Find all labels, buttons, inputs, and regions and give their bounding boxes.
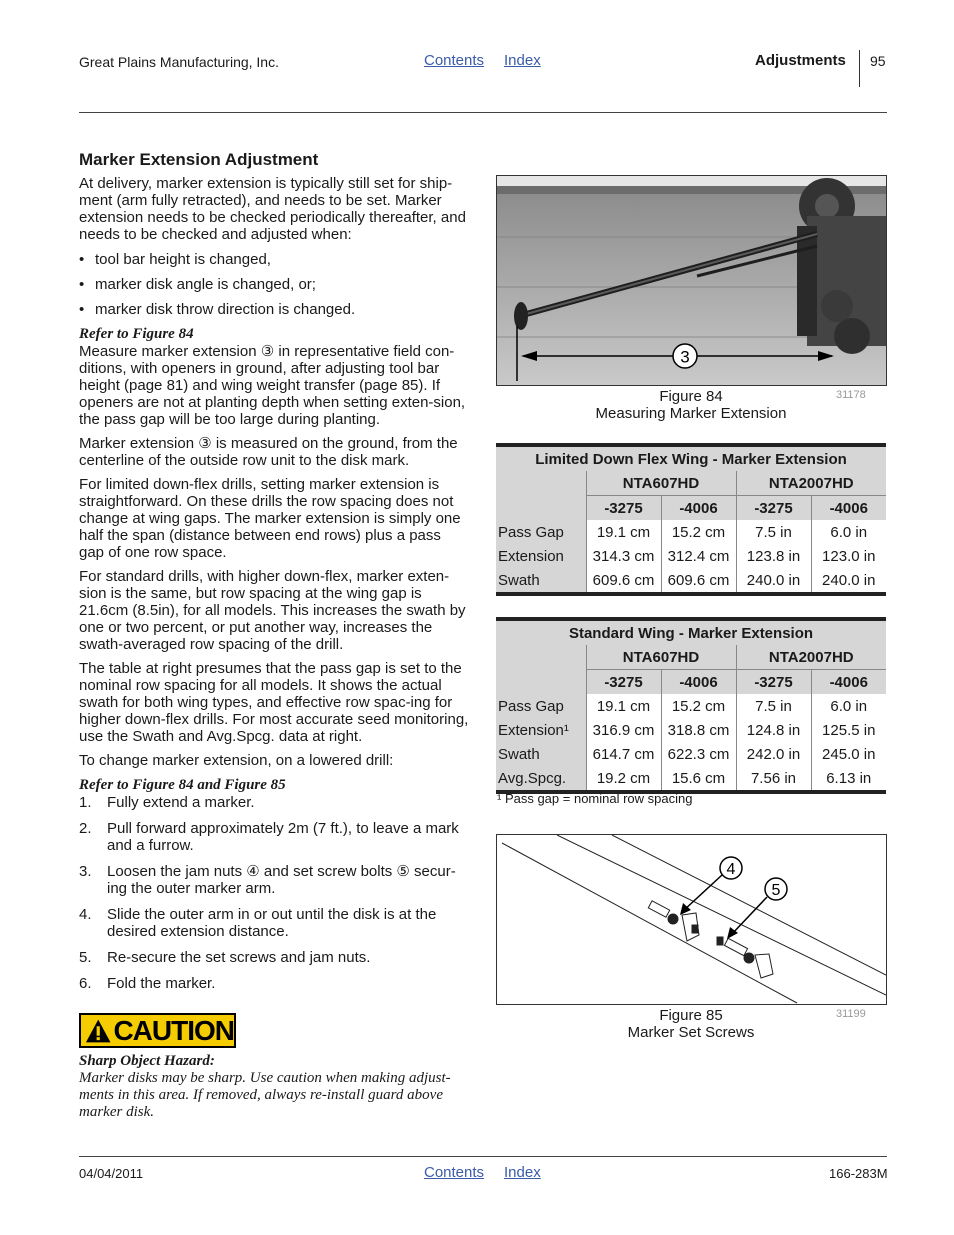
paragraph-limited-downflex: For limited down-flex drills, setting marker extension is straightforward. On these drills the row spacing does not change at wing gaps. The marker extension is simply one half the span (distance between end rows) plus a pass gap of one row space. — [79, 476, 461, 561]
bullet-text: marker disk throw direction is changed. — [95, 301, 356, 318]
footer-rule — [79, 1156, 887, 1157]
paragraph-measured-ground: Marker extension ③ is measured on the ground, from the centerline of the outside row unit to the disk mark. — [79, 435, 458, 469]
figure-84-caption: Figure 84 Measuring Marker Extension — [595, 388, 787, 422]
step-item: 2. Pull forward approximately 2m (7 ft.), to leave a mark and a furrow. — [79, 820, 459, 854]
table-row: Swath 609.6 cm 609.6 cm 240.0 in 240.0 in — [496, 568, 886, 594]
table-title: Limited Down Flex Wing - Marker Extension — [496, 445, 886, 471]
callout-4: 4 — [726, 861, 736, 878]
subcol-header: -4006 — [661, 496, 736, 521]
bullet-text: marker disk angle is changed, or; — [95, 276, 316, 293]
header-divider — [859, 50, 860, 87]
figure-84-id: 31178 — [836, 389, 866, 401]
hazard-title: Sharp Object Hazard: — [79, 1053, 215, 1069]
paragraph-measure: Measure marker extension ③ in representative field con-ditions, with openers in ground, after adjusting tool bar height (page 81) and wing weight transfer (page 85). If openers are not at planting depth when setting exten-sion, the pass gap will be too large during planting. — [79, 343, 466, 428]
hazard-block — [79, 1053, 471, 1121]
step-item: 5. Re-secure the set screws and jam nuts. — [79, 949, 371, 966]
caution-text: CAUTION — [113, 1014, 234, 1046]
warning-triangle-icon — [85, 1017, 111, 1045]
subcol-header: -3275 — [736, 496, 811, 521]
contents-link[interactable]: Contents — [424, 52, 485, 69]
bullet-text: tool bar height is changed, — [95, 251, 271, 268]
step-item: 4. Slide the outer arm in or out until the disk is at the desired extension distance. — [79, 906, 437, 940]
subcol-header: -4006 — [811, 670, 886, 695]
step-item: 1. Fully extend a marker. — [79, 794, 255, 811]
figure-85-drawing — [496, 834, 887, 1005]
table-row: Pass Gap 19.1 cm 15.2 cm 7.5 in 6.0 in — [496, 520, 886, 544]
footer-index-link[interactable]: Index — [504, 1164, 541, 1181]
table-row: Extension¹ 316.9 cm 318.8 cm 124.8 in 125.5 in — [496, 718, 886, 742]
footer-date: 04/04/2011 — [79, 1166, 144, 1181]
figure-reference: Refer to Figure 84 — [79, 326, 194, 342]
hazard-text: Marker disks may be sharp. Use caution when making adjust-ments in this area. If removed, always re-install guard above marker disk. — [79, 1070, 451, 1120]
model-header: NTA2007HD — [736, 645, 886, 670]
table-title: Standard Wing - Marker Extension — [496, 619, 886, 645]
caution-label — [79, 1013, 236, 1048]
table-row: Extension 314.3 cm 312.4 cm 123.8 in 123.0 in — [496, 544, 886, 568]
table-row: Pass Gap 19.1 cm 15.2 cm 7.5 in 6.0 in — [496, 694, 886, 718]
page-number: 95 — [870, 53, 886, 69]
model-header: NTA607HD — [586, 471, 736, 496]
table-row: Swath 614.7 cm 622.3 cm 242.0 in 245.0 in — [496, 742, 886, 766]
subcol-header: -4006 — [661, 670, 736, 695]
header-rule — [79, 112, 887, 113]
table-footnote: ¹ Pass gap = nominal row spacing — [497, 791, 693, 806]
subcol-header: -3275 — [736, 670, 811, 695]
callout-3: 3 — [680, 347, 690, 367]
step-item: 6. Fold the marker. — [79, 975, 216, 992]
footer-contents-link[interactable]: Contents — [424, 1164, 485, 1181]
limited-downflex-table — [496, 443, 886, 596]
callout-5: 5 — [771, 882, 781, 899]
figure-85-id: 31199 — [836, 1008, 866, 1020]
footer-doc-number: 166-283M — [829, 1166, 888, 1181]
paragraph-change-intro: To change marker extension, on a lowered drill: — [79, 752, 394, 769]
step-item: 3. Loosen the jam nuts ④ and set screw bolts ⑤ secur-ing the outer marker arm. — [79, 863, 456, 897]
paragraph-standard-drills: For standard drills, with higher down-flex, marker exten-sion is the same, but row spacing at the wing gap is 21.6cm (8.5in), for all models. This increases the swath by one or two percent, or put another way, increases the swath-averaged row spacing of the drill. — [79, 568, 466, 653]
subcol-header: -3275 — [586, 496, 661, 521]
intro-paragraph: At delivery, marker extension is typically still set for ship-ment (arm fully retracted), and needs to be set. Marker extension needs to be checked periodically thereafter, and needs to be checked and adjusted when: — [79, 175, 466, 243]
figure-85-caption: Figure 85 Marker Set Screws — [627, 1007, 755, 1041]
left-column — [79, 175, 469, 1001]
bullet-item: • tool bar height is changed, — [79, 251, 271, 268]
figure-reference: Refer to Figure 84 and Figure 85 — [79, 777, 286, 793]
set-screws-drawing — [497, 835, 886, 1004]
section-label: Adjustments — [755, 52, 846, 69]
subcol-header: -4006 — [811, 496, 886, 521]
bullet-item: • marker disk throw direction is changed. — [79, 301, 356, 318]
section-title: Marker Extension Adjustment — [79, 150, 319, 169]
paragraph-table-note: The table at right presumes that the pass gap is set to the nominal row spacing for all models. It shows the actual swath for both wing types, and effective row spac-ing for higher down-flex drills. For most accurate seed monitoring, use the Swath and Avg.Spcg. data at right. — [79, 660, 469, 745]
company-name: Great Plains Manufacturing, Inc. — [79, 54, 279, 70]
marker-field-photo — [497, 176, 886, 385]
subcol-header: -3275 — [586, 670, 661, 695]
model-header: NTA2007HD — [736, 471, 886, 496]
bullet-item: • marker disk angle is changed, or; — [79, 276, 316, 293]
standard-wing-table — [496, 617, 886, 794]
model-header: NTA607HD — [586, 645, 736, 670]
table-row: Avg.Spcg. 19.2 cm 15.6 cm 7.56 in 6.13 in — [496, 766, 886, 792]
figure-84-photo — [496, 175, 887, 386]
index-link[interactable]: Index — [504, 52, 541, 69]
